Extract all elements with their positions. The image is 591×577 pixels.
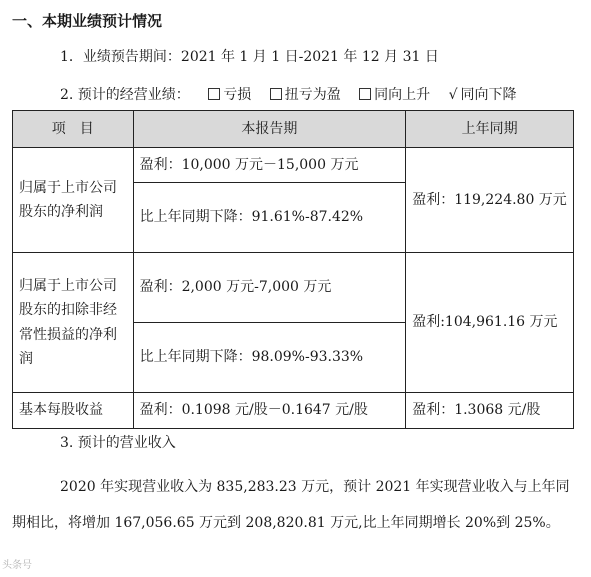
row-current-profit: 盈利：2,000 万元-7,000 万元 bbox=[133, 253, 406, 323]
revenue-title: 3. 预计的营业收入 bbox=[60, 435, 176, 451]
row-prior: 盈利：119,224.80 万元 bbox=[406, 148, 574, 253]
option-label: 同向下降 bbox=[460, 87, 517, 103]
table-row bbox=[13, 253, 574, 323]
forecast-line bbox=[60, 84, 517, 104]
table-header-row bbox=[13, 111, 574, 148]
row-item: 归属于上市公司股东的净利润 bbox=[13, 148, 134, 253]
option-decrease bbox=[449, 84, 517, 104]
option-label: 亏损 bbox=[223, 87, 252, 103]
row-current-change: 比上年同期下降：91.61%-87.42% bbox=[133, 183, 406, 253]
section-title: 一、本期业绩预计情况 bbox=[12, 12, 163, 30]
row-prior: 盈利：1.3068 元/股 bbox=[406, 393, 574, 429]
option-turnaround bbox=[270, 84, 341, 104]
header-prior: 上年同期 bbox=[406, 111, 574, 148]
header-item: 项 目 bbox=[13, 111, 134, 148]
revenue-paragraph: 2020 年实现营业收入为 835,283.23 万元，预计 2021 年实现营业收入与上年同期相比，将增加 167,056.65 万元到 208,820.81 万元,比上年同期增长 20%到 25%。 bbox=[12, 479, 570, 531]
row-prior: 盈利:104,961.16 万元 bbox=[406, 253, 574, 393]
forecast-table bbox=[12, 110, 574, 429]
option-increase bbox=[359, 84, 430, 104]
row-current-change: 比上年同期下降：98.09%-93.33% bbox=[133, 323, 406, 393]
option-loss bbox=[208, 84, 251, 104]
row-current-profit: 盈利：0.1098 元/股－0.1647 元/股 bbox=[133, 393, 406, 429]
table-row bbox=[13, 148, 574, 183]
option-label: 同向上升 bbox=[374, 87, 431, 103]
row-item: 基本每股收益 bbox=[13, 393, 134, 429]
header-current: 本报告期 bbox=[133, 111, 406, 148]
watermark: 头条号 bbox=[2, 560, 32, 571]
check-mark-icon: √ bbox=[448, 87, 458, 103]
row-current-profit: 盈利：10,000 万元－15,000 万元 bbox=[133, 148, 406, 183]
checkbox-icon bbox=[208, 88, 220, 100]
forecast-label: 2. 预计的经营业绩： bbox=[60, 87, 190, 103]
option-label: 扭亏为盈 bbox=[284, 87, 341, 103]
row-item: 归属于上市公司股东的扣除非经常性损益的净利润 bbox=[13, 253, 134, 393]
table-row bbox=[13, 393, 574, 429]
checkbox-icon bbox=[359, 88, 371, 100]
checkbox-icon bbox=[270, 88, 282, 100]
period-line: 1．业绩预告期间：2021 年 1 月 1 日-2021 年 12 月 31 日 bbox=[60, 49, 439, 65]
